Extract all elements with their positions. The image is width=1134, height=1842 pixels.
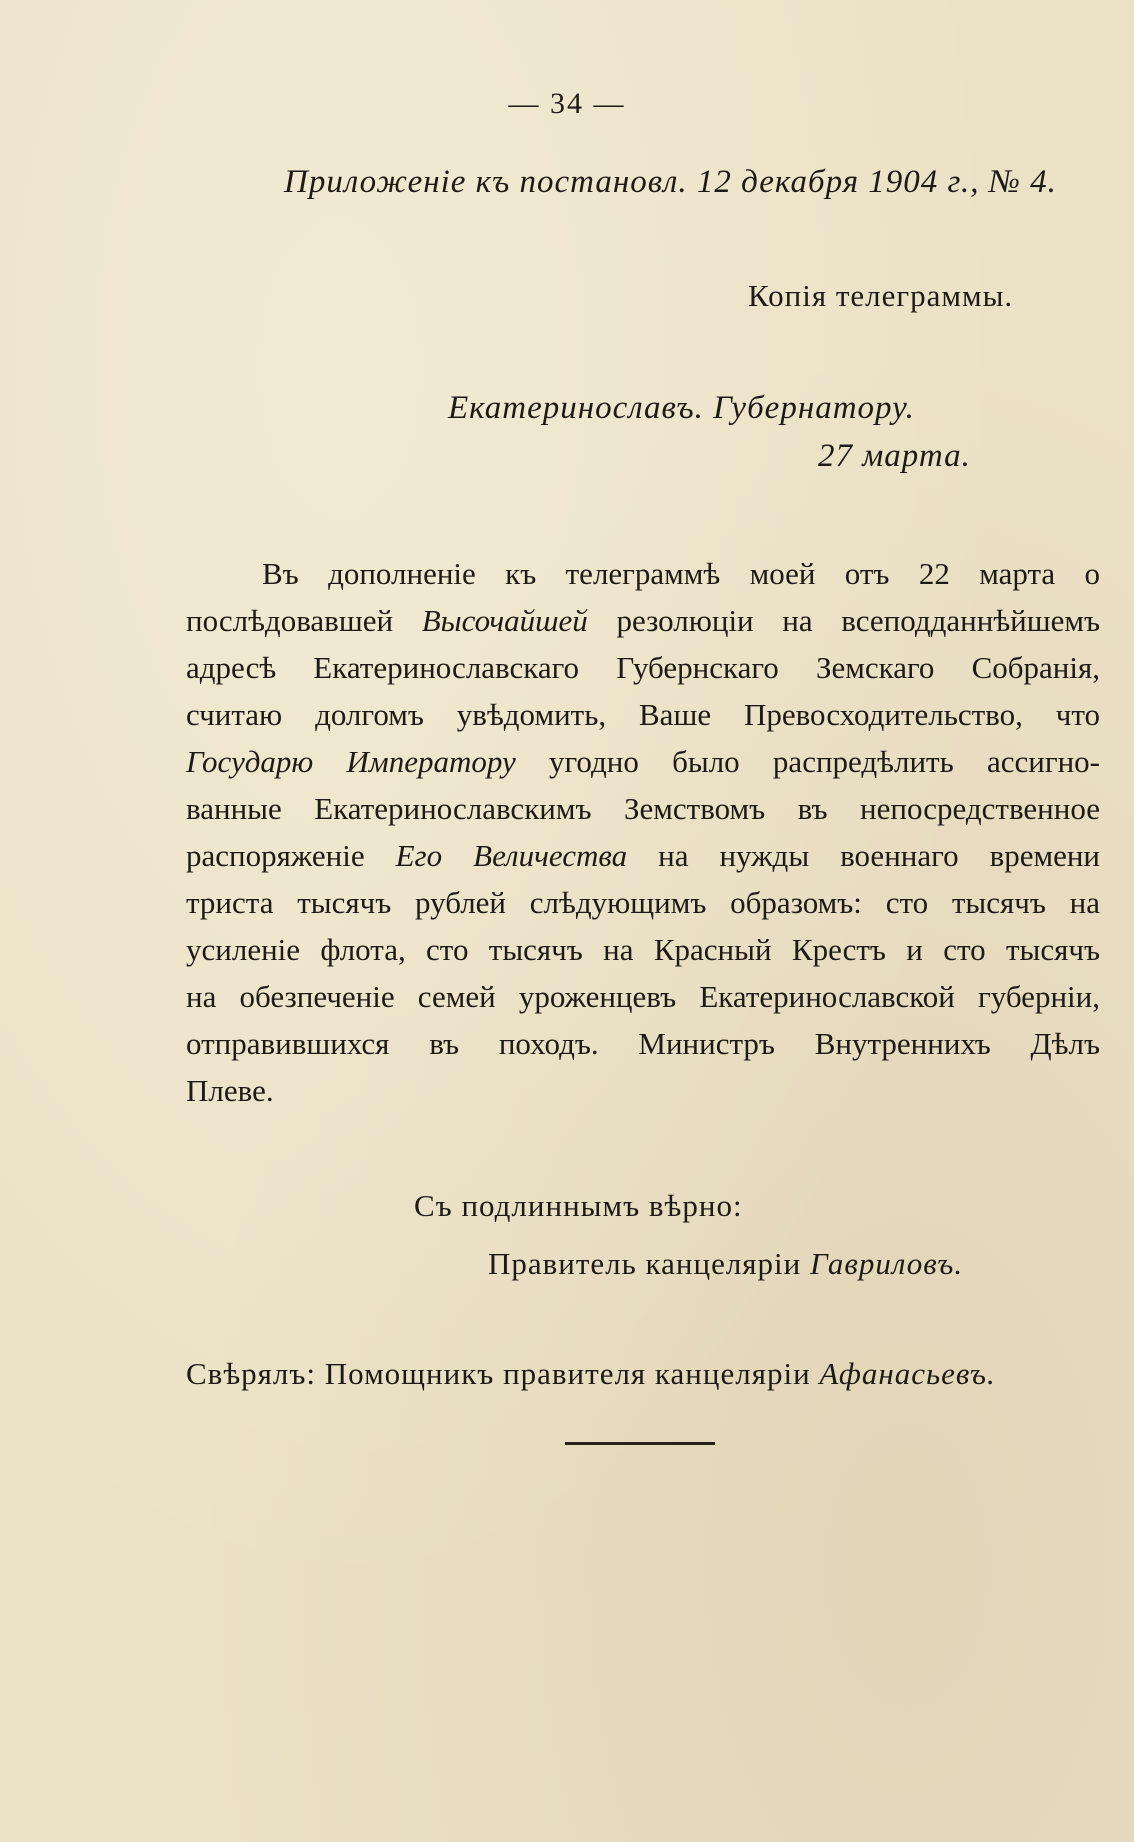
body-line-5	[186, 742, 1100, 782]
body-line-8: триста тысячъ рублей слѣдующимъ образомъ: сто тысячъ на	[186, 885, 1100, 920]
checked-prefix: Свѣрялъ: Помощникъ правителя канцеляріи	[186, 1356, 811, 1391]
signature-name: Гавриловъ.	[810, 1246, 964, 1281]
body-line-11: отправившихся въ походъ. Министръ Внутреннихъ Дѣлъ	[186, 1026, 1100, 1061]
body-text: распоряженіе	[186, 838, 365, 873]
closing-rule	[565, 1442, 715, 1445]
checked-line	[186, 1354, 996, 1394]
body-line-4: считаю долгомъ увѣдомить, Ваше Превосходительство, что	[186, 697, 1100, 732]
body-line-7	[186, 836, 1100, 876]
body-emphasis: Его Величества	[395, 838, 628, 873]
body-text: резолюціи на всеподданнѣйшемъ	[616, 603, 1101, 638]
signature-title: Правитель канцеляріи	[488, 1246, 802, 1281]
body-line-12: Плеве.	[186, 1073, 274, 1108]
checked-name: Афанасьевъ.	[819, 1356, 996, 1391]
telegram-date: 27 марта.	[818, 438, 971, 474]
body-line-2	[186, 601, 1100, 641]
signature-line	[488, 1244, 963, 1284]
page-number: — 34 —	[508, 87, 626, 120]
appendix-heading: Приложеніе къ постановл. 12 декабря 1904 г., № 4.	[284, 164, 1057, 200]
body-line-9: усиленіе флота, сто тысячъ на Красный Крестъ и сто тысячъ	[186, 932, 1100, 967]
body-text: угодно было распредѣлить ассигно-	[548, 744, 1100, 779]
body-line-10: на обезпеченіе семей уроженцевъ Екатеринославской губерніи,	[186, 979, 1100, 1014]
body-line-6: ванные Екатеринославскимъ Земствомъ въ непосредственное	[186, 791, 1100, 826]
body-text: послѣдовавшей	[186, 603, 394, 638]
body-line-1: Въ дополненіе къ телеграммѣ моей отъ 22 марта о	[262, 556, 1100, 591]
body-line-3: адресѣ Екатеринославскаго Губернскаго Земскаго Собранія,	[186, 650, 1100, 685]
copy-title: Копія телеграммы.	[748, 278, 1014, 313]
body-emphasis: Государю Императору	[186, 744, 516, 779]
verified-note: Съ подлиннымъ вѣрно:	[414, 1188, 743, 1223]
body-text: на нужды военнаго времени	[658, 838, 1101, 873]
body-emphasis: Высочайшей	[421, 603, 588, 638]
telegram-address: Екатеринославъ. Губернатору.	[448, 390, 915, 426]
